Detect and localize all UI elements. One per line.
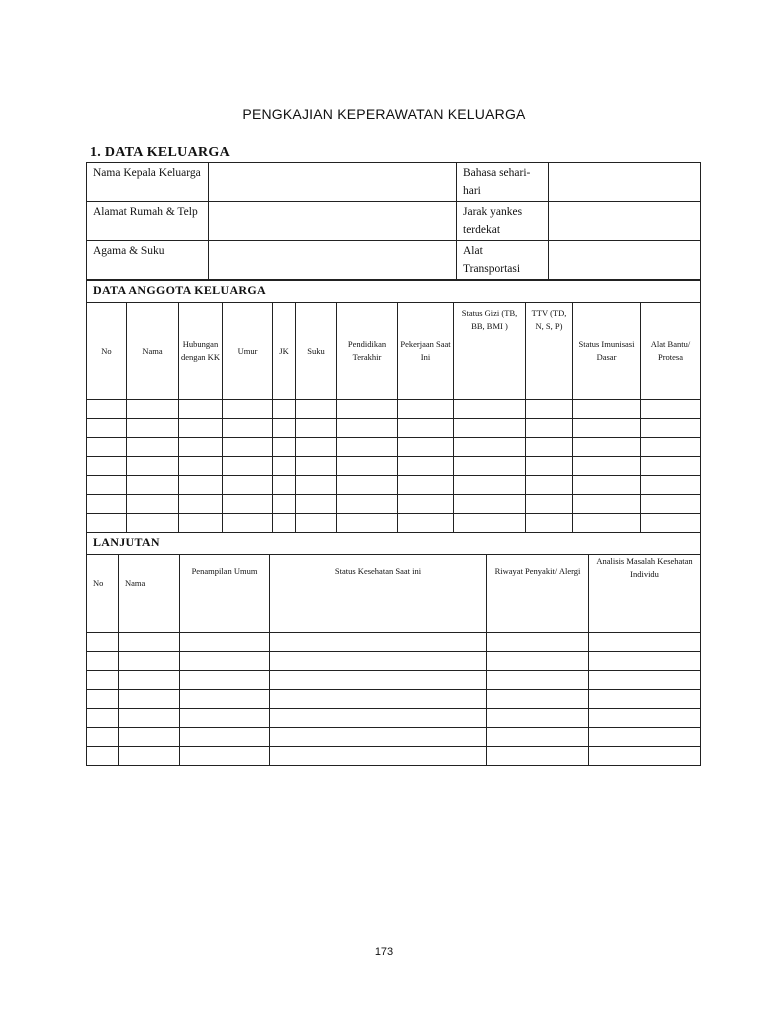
continuation-row	[87, 633, 701, 652]
member-cell[interactable]	[273, 476, 296, 495]
member-cell[interactable]	[273, 400, 296, 419]
continuation-cell[interactable]	[87, 652, 119, 671]
member-cell[interactable]	[273, 419, 296, 438]
col-umur: Umur	[223, 303, 273, 400]
continuation-cell[interactable]	[180, 747, 270, 766]
member-cell[interactable]	[454, 457, 526, 476]
col-suku: Suku	[296, 303, 337, 400]
member-cell[interactable]	[127, 476, 179, 495]
member-cell[interactable]	[398, 476, 454, 495]
continuation-row	[87, 728, 701, 747]
col-status-gizi: Status Gizi (TB, BB, BMI )	[454, 303, 526, 400]
member-cell[interactable]	[398, 457, 454, 476]
continuation-band: LANJUTAN	[87, 533, 701, 555]
continuation-cell[interactable]	[589, 652, 701, 671]
continuation-cell[interactable]	[180, 690, 270, 709]
member-cell[interactable]	[526, 457, 573, 476]
member-cell[interactable]	[526, 400, 573, 419]
continuation-row	[87, 652, 701, 671]
member-cell[interactable]	[296, 400, 337, 419]
member-cell[interactable]	[641, 438, 701, 457]
member-cell[interactable]	[296, 419, 337, 438]
continuation-cell[interactable]	[87, 747, 119, 766]
member-cell[interactable]	[87, 400, 127, 419]
member-cell[interactable]	[398, 495, 454, 514]
continuation-row	[87, 690, 701, 709]
member-row	[87, 419, 701, 438]
member-cell[interactable]	[127, 419, 179, 438]
continuation-cell[interactable]	[270, 633, 487, 652]
member-cell[interactable]	[337, 400, 398, 419]
continuation-cell[interactable]	[589, 728, 701, 747]
address-field[interactable]	[209, 202, 457, 241]
family-data-table	[86, 162, 701, 280]
member-row	[87, 400, 701, 419]
member-cell[interactable]	[127, 514, 179, 533]
col-ttv: TTV (TD, N, S, P)	[526, 303, 573, 400]
continuation-cell[interactable]	[589, 690, 701, 709]
member-cell[interactable]	[398, 400, 454, 419]
member-cell[interactable]	[641, 400, 701, 419]
language-label: Bahasa sehari-hari	[457, 163, 549, 202]
member-cell[interactable]	[87, 438, 127, 457]
member-cell[interactable]	[337, 419, 398, 438]
family-head-field[interactable]	[209, 163, 457, 202]
member-cell[interactable]	[337, 476, 398, 495]
member-cell[interactable]	[223, 438, 273, 457]
member-cell[interactable]	[526, 419, 573, 438]
member-cell[interactable]	[526, 495, 573, 514]
member-cell[interactable]	[127, 438, 179, 457]
continuation-cell[interactable]	[487, 671, 589, 690]
continuation-cell[interactable]	[270, 671, 487, 690]
continuation-cell[interactable]	[87, 633, 119, 652]
continuation-cell[interactable]	[487, 633, 589, 652]
member-cell[interactable]	[641, 457, 701, 476]
member-cell[interactable]	[337, 438, 398, 457]
col-nama: Nama	[127, 303, 179, 400]
member-cell[interactable]	[179, 457, 223, 476]
continuation-cell[interactable]	[119, 671, 180, 690]
member-row	[87, 438, 701, 457]
member-cell[interactable]	[454, 476, 526, 495]
member-cell[interactable]	[127, 457, 179, 476]
member-cell[interactable]	[573, 419, 641, 438]
continuation-cell[interactable]	[119, 728, 180, 747]
col-jk: JK	[273, 303, 296, 400]
member-cell[interactable]	[296, 495, 337, 514]
member-cell[interactable]	[179, 419, 223, 438]
continuation-cell[interactable]	[589, 671, 701, 690]
member-cell[interactable]	[223, 495, 273, 514]
form-title: PENGKAJIAN KEPERAWATAN KELUARGA	[242, 106, 526, 122]
member-cell[interactable]	[273, 514, 296, 533]
continuation-cell[interactable]	[589, 709, 701, 728]
member-cell[interactable]	[127, 495, 179, 514]
col-no: No	[87, 303, 127, 400]
member-cell[interactable]	[398, 419, 454, 438]
member-cell[interactable]	[454, 438, 526, 457]
continuation-row	[87, 709, 701, 728]
member-cell[interactable]	[641, 419, 701, 438]
member-cell[interactable]	[223, 400, 273, 419]
member-cell[interactable]	[526, 514, 573, 533]
col-no-2: No	[87, 555, 119, 633]
member-cell[interactable]	[223, 457, 273, 476]
member-cell[interactable]	[87, 457, 127, 476]
member-cell[interactable]	[179, 476, 223, 495]
continuation-cell[interactable]	[180, 709, 270, 728]
member-cell[interactable]	[87, 476, 127, 495]
member-cell[interactable]	[179, 438, 223, 457]
section-family-data-heading: 1. DATA KELUARGA	[90, 145, 231, 160]
continuation-row	[87, 671, 701, 690]
col-penampilan: Penampilan Umum	[180, 555, 270, 633]
distance-label: Jarak yankes terdekat	[457, 202, 549, 241]
continuation-cell[interactable]	[119, 709, 180, 728]
religion-label: Agama & Suku	[87, 241, 209, 280]
transport-field[interactable]	[549, 241, 701, 280]
continuation-cell[interactable]	[270, 747, 487, 766]
continuation-row	[87, 747, 701, 766]
member-cell[interactable]	[398, 514, 454, 533]
member-cell[interactable]	[223, 419, 273, 438]
family-members-table	[86, 280, 701, 533]
member-cell[interactable]	[641, 476, 701, 495]
continuation-cell[interactable]	[119, 690, 180, 709]
continuation-cell[interactable]	[180, 652, 270, 671]
continuation-cell[interactable]	[119, 652, 180, 671]
member-cell[interactable]	[296, 476, 337, 495]
continuation-cell[interactable]	[180, 633, 270, 652]
continuation-cell[interactable]	[270, 709, 487, 728]
col-hubungan: Hubungan dengan KK	[179, 303, 223, 400]
member-cell[interactable]	[573, 438, 641, 457]
member-cell[interactable]	[526, 476, 573, 495]
continuation-cell[interactable]	[87, 728, 119, 747]
col-status-kesehatan: Status Kesehatan Saat ini	[270, 555, 487, 633]
continuation-cell[interactable]	[487, 728, 589, 747]
member-cell[interactable]	[454, 514, 526, 533]
member-cell[interactable]	[454, 419, 526, 438]
continuation-cell[interactable]	[487, 652, 589, 671]
member-cell[interactable]	[179, 514, 223, 533]
continuation-cell[interactable]	[487, 709, 589, 728]
member-cell[interactable]	[641, 495, 701, 514]
continuation-cell[interactable]	[270, 690, 487, 709]
member-cell[interactable]	[573, 457, 641, 476]
continuation-cell[interactable]	[270, 652, 487, 671]
continuation-cell[interactable]	[589, 747, 701, 766]
continuation-cell[interactable]	[87, 671, 119, 690]
member-cell[interactable]	[223, 476, 273, 495]
member-cell[interactable]	[87, 419, 127, 438]
member-cell[interactable]	[223, 514, 273, 533]
continuation-table	[86, 532, 701, 766]
continuation-cell[interactable]	[270, 728, 487, 747]
member-cell[interactable]	[296, 514, 337, 533]
member-cell[interactable]	[454, 400, 526, 419]
col-pendidikan: Pendidikan Terakhir	[337, 303, 398, 400]
religion-field[interactable]	[209, 241, 457, 280]
language-field[interactable]	[549, 163, 701, 202]
col-analisis: Analisis Masalah Kesehatan Individu	[589, 555, 701, 633]
continuation-cell[interactable]	[180, 671, 270, 690]
member-row	[87, 495, 701, 514]
continuation-cell[interactable]	[119, 633, 180, 652]
member-cell[interactable]	[87, 495, 127, 514]
continuation-cell[interactable]	[487, 690, 589, 709]
member-row	[87, 476, 701, 495]
continuation-cell[interactable]	[487, 747, 589, 766]
page-number: 173	[374, 946, 394, 958]
continuation-cell[interactable]	[119, 747, 180, 766]
continuation-cell[interactable]	[87, 709, 119, 728]
address-label: Alamat Rumah & Telp	[87, 202, 209, 241]
family-head-label: Nama Kepala Keluarga	[87, 163, 209, 202]
member-cell[interactable]	[337, 514, 398, 533]
member-cell[interactable]	[573, 400, 641, 419]
member-cell[interactable]	[296, 457, 337, 476]
col-riwayat: Riwayat Penyakit/ Alergi	[487, 555, 589, 633]
col-nama-2: Nama	[119, 555, 180, 633]
member-cell[interactable]	[127, 400, 179, 419]
member-cell[interactable]	[273, 495, 296, 514]
col-alat-bantu: Alat Bantu/ Protesa	[641, 303, 701, 400]
member-cell[interactable]	[573, 495, 641, 514]
member-cell[interactable]	[641, 514, 701, 533]
member-cell[interactable]	[573, 476, 641, 495]
col-pekerjaan: Pekerjaan Saat Ini	[398, 303, 454, 400]
member-cell[interactable]	[179, 495, 223, 514]
member-cell[interactable]	[337, 457, 398, 476]
continuation-cell[interactable]	[589, 633, 701, 652]
member-cell[interactable]	[398, 438, 454, 457]
continuation-cell[interactable]	[180, 728, 270, 747]
members-band: DATA ANGGOTA KELUARGA	[87, 281, 701, 303]
member-cell[interactable]	[273, 438, 296, 457]
member-row	[87, 514, 701, 533]
member-cell[interactable]	[573, 514, 641, 533]
continuation-cell[interactable]	[87, 690, 119, 709]
member-cell[interactable]	[273, 457, 296, 476]
member-cell[interactable]	[337, 495, 398, 514]
member-cell[interactable]	[454, 495, 526, 514]
member-cell[interactable]	[87, 514, 127, 533]
transport-label: Alat Transportasi	[457, 241, 549, 280]
distance-field[interactable]	[549, 202, 701, 241]
member-row	[87, 457, 701, 476]
col-imunisasi: Status Imunisasi Dasar	[573, 303, 641, 400]
member-cell[interactable]	[179, 400, 223, 419]
member-cell[interactable]	[296, 438, 337, 457]
member-cell[interactable]	[526, 438, 573, 457]
